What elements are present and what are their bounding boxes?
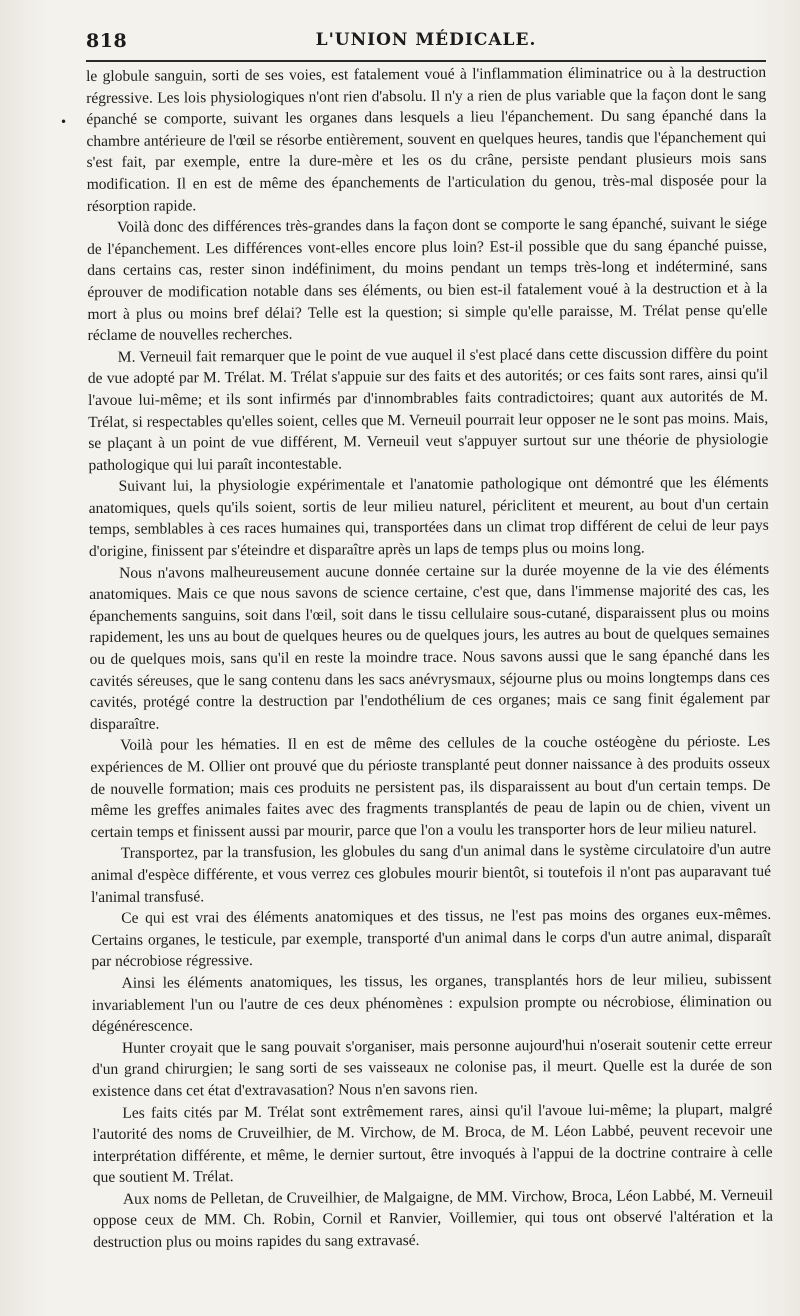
running-title: L'UNION MÉDICALE. <box>315 30 537 50</box>
paragraph-2: Voilà donc des différences très-grandes dans la façon dont se comporte le sang épanché, suivant le siége de l'épanchement. Les différences vont-elles encore plus loin? Est-il possible que du sang épanché puisse, dans certains cas, rester sinon indéfiniment, du moins pendant un temps très-long et indéterminé, sans éprouver de modification notable dans ses éléments, ou bien est-il fatalement voué à la destruction et à la mort à plus ou moins bref délai? Telle est la question; si simple qu'elle paraisse, M. Trélat pense qu'elle réclame de nouvelles recherches. <box>87 214 768 345</box>
page-number: 818 <box>86 30 128 52</box>
paragraph-12: Aux noms de Pelletan, de Cruveilhier, de Malgaigne, de MM. Virchow, Broca, Léon Labbé, M. Verneuil oppose ceux de MM. Ch. Robin, Cornil et Ranvier, Voillemier, qui tous ont observé l'altération et la destruction plus ou moins rapides du sang extravasé. <box>93 1186 774 1252</box>
article-body <box>86 62 773 1254</box>
paragraph-3: M. Verneuil fait remarquer que le point de vue auquel il s'est placé dans cette discussion diffère du point de vue adopté par M. Trélat. M. Trélat s'appuie sur des faits et des autorités; or ces faits sont rares, ainsi qu'il l'avoue lui-même; et ils sont infirmés par d'innombrables faits contradictoires; quant aux autorités de M. Trélat, si respectables qu'elles soient, celles que M. Verneuil pourrait leur opposer ne le sont pas moins. Mais, se plaçant à un point de vue différent, M. Verneuil veut s'appuyer surtout sur une théorie de physiologie pathologique qui lui paraît incontestable. <box>87 344 769 474</box>
paragraph-4: Suivant lui, la physiologie expérimentale et l'anatomie pathologique ont démontré que les éléments anatomiques, quels qu'ils soient, sortis de leur milieu naturel, périclitent et meurent, au bout d'un certain temps, semblables à ces races humaines qui, transportées dans un climat trop différent de celui de leur pays d'origine, finissent par s'éteindre et disparaître après un laps de temps plus ou moins long. <box>88 474 769 561</box>
paragraph-11: Les faits cités par M. Trélat sont extrêmement rares, ainsi qu'il l'avoue lui-même; la plupart, malgré l'autorité des noms de Cruveilhier, de M. Virchow, de M. Broca, de M. Léon Labbé, peuvent recevoir une interprétation différente, et même, le dernier surtout, être invoqués à l'appui de la doctrine contraire à celle que soutient M. Trélat. <box>92 1100 773 1187</box>
page-header <box>86 26 766 56</box>
paragraph-6: Voilà pour les hématies. Il en est de même des cellules de la couche ostéogène du périoste. Les expériences de M. Ollier ont prouvé que du périoste transplanté peut donner naissance à des produits osseux de nouvelle formation; mais ces produits ne persistent pas, ils disparaissent au bout d'un certain temps. De même les greffes animales faites avec des fragments transplantés de peau de lapin ou de chien, vivent un certain temps et finissent aussi par mourir, parce que l'on a voulu les transporter hors de leur milieu naturel. <box>90 733 771 841</box>
paragraph-10: Hunter croyait que le sang pouvait s'organiser, mais personne aujourd'hui n'oserait soutenir cette erreur d'un grand chirurgien; le sang sorti de ses vaisseaux ne colonise pas, il meurt. Quelle est la durée de son existence dans cet état d'extravasation? Nous n'en savons rien. <box>92 1035 773 1100</box>
paragraph-7: Transportez, par la transfusion, les globules du sang d'un animal dans le système circulatoire d'un autre animal d'espèce différente, et vous verrez ces globules mourir bientôt, si toutefois il n'ont pas auparavant tué l'animal transfusé. <box>90 841 771 906</box>
margin-bullet-mark: • <box>60 115 68 129</box>
paragraph-5: Nous n'avons malheureusement aucune donnée certaine sur la durée moyenne de la vie des éléments anatomiques. Mais ce que nous savons de science certaine, c'est que, dans l'immense majorité des cas, les épanchements sanguins, soit dans l'œil, soit dans le tissu cellulaire sous-cutané, disparaissent plus ou moins rapidement, les uns au bout de quelques heures ou de quelques jours, les autres au bout de quelques semaines ou de quelques mois, sans qu'il en reste la moindre trace. Nous savons aussi que le sang épanché dans les cavités séreuses, que le sang contenu dans les sacs anévrysmaux, séjourne plus ou moins longtemps dans ces cavités, protégé contre la destruction par l'endothélium de ces organes; mais ce sang finit également par disparaître. <box>89 560 770 733</box>
paragraph-1: le globule sanguin, sorti de ses voies, est fatalement voué à l'inflammation éliminatrice ou à la destruction régressive. Les lois physiologiques n'ont rien d'absolu. Il n'y a rien de plus variable que la façon dont le sang épanché se comporte, suivant les organes dans lesquels a lieu l'épanchement. Du sang épanché dans la chambre antérieure de l'œil se résorbe entièrement, souvent en quelques heures, tandis que l'épanchement qui s'est fait, par exemple, entre la dure-mère et les os du crâne, persiste pendant plusieurs mois sans modification. Il en est de même des épanchements de l'articulation du genou, très-mal disposée pour la résorption rapide. <box>86 63 767 215</box>
paragraph-8: Ce qui est vrai des éléments anatomiques et des tissus, ne l'est pas moins des organes eux-mêmes. Certains organes, le testicule, par exemple, transporté d'un animal dans le corps d'un autre animal, disparaît par nécrobiose régressive. <box>91 905 772 971</box>
paragraph-9: Ainsi les éléments anatomiques, les tissus, les organes, transplantés hors de leur milieu, subissent invariablement l'un ou l'autre de ces deux phénomènes : expulsion prompte ou nécrobiose, élimination ou dégénérescence. <box>91 970 772 1036</box>
